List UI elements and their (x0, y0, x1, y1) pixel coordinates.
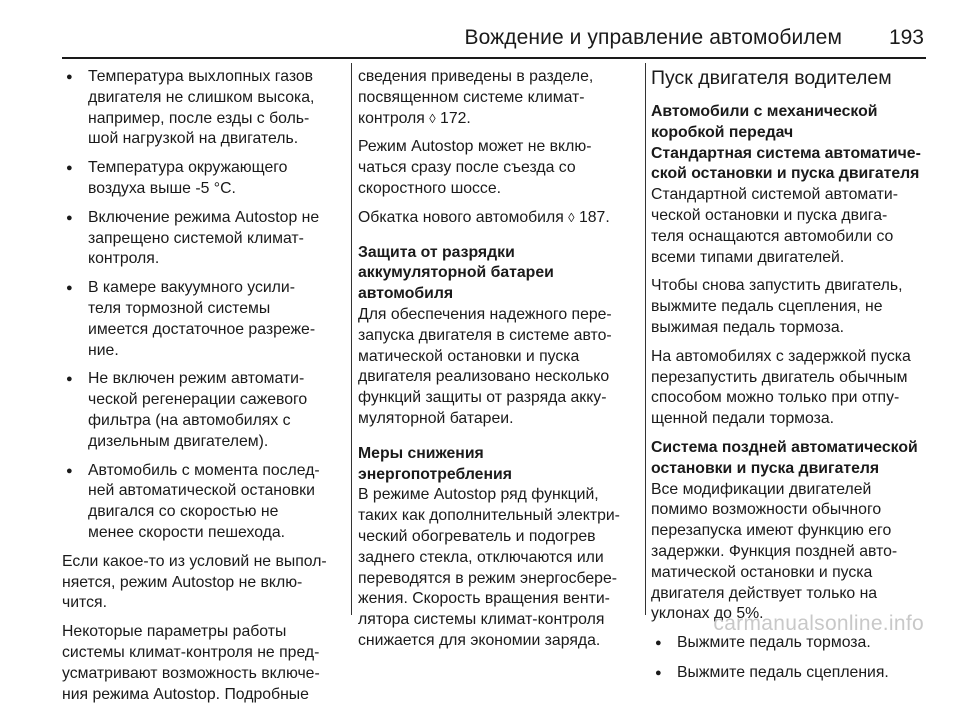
paragraph-text: сведения приведены в разделе, посвященном системе климат- контроля (358, 68, 594, 127)
subheading: Стандартная система автоматиче- ской остановки и пуска двигателя (651, 144, 921, 183)
subheading: Защита от разрядки аккумуляторной батареи автомобиля (358, 243, 554, 303)
paragraph: Некоторые параметры работы системы климат-контроля не пред- усматривают возможность включе- ния режима Autostop. Подробные (62, 623, 320, 703)
list-item: ● Включение режима Autostop не запрещено системой климат- контроля. (62, 208, 348, 270)
list-item: ● Температура окружающего воздуха выше -5 °C. (62, 158, 348, 200)
page-header (0, 0, 960, 62)
chapter-title: Вождение и управление автомобилем (464, 26, 842, 49)
paragraph-text: Обкатка нового автомобиля (358, 208, 569, 226)
list-item: ● Автомобиль с момента послед- ней автоматической остановки двигался со скоростью не менее скорости пешехода. (62, 461, 348, 544)
column-3 (651, 67, 937, 693)
paragraph: Чтобы снова запустить двигатель, выжмите педаль сцепления, не выжимая педаль тормоза. (651, 277, 903, 336)
column-divider-1 (351, 63, 352, 615)
page-number: 193 (888, 26, 924, 49)
header-divider (62, 57, 926, 59)
cross-reference-link[interactable]: 172. (435, 109, 471, 127)
column-1 (62, 67, 348, 712)
conditions-list (62, 67, 348, 544)
steps-list (651, 633, 937, 684)
paragraph: На автомобилях с задержкой пуска перезапустить двигатель обычным способом можно только при отпу- щенной педали тормоза. (651, 347, 911, 428)
subheading: Система поздней автоматической остановки и пуска двигателя (651, 438, 918, 477)
list-item: ● Выжмите педаль сцепления. (651, 663, 937, 684)
column-2 (358, 67, 642, 659)
cross-reference-icon: ◊ (568, 209, 575, 225)
paragraph: Все модификации двигателей помимо возможности обычного перезапуска имеют функцию его задержки. Функция поздней авто- матической остановки и пуска двигателя действует только на уклонах до 5%. (651, 480, 898, 623)
paragraph: Режим Autostop может не вклю- чаться сразу после съезда со скоростного шоссе. (358, 138, 592, 197)
paragraph: Стандартной системой автомати- ческой остановки и пуска двига- теля оснащаются автомобили со всеми типами двигателей. (651, 186, 898, 266)
paragraph: В режиме Autostop ряд функций, таких как дополнительный электри- ческий обогреватель и подогрев заднего стекла, отключаются или переводятся в режим энергосбере- жения. Скорость вращения венти- лятора системы климат-контроля снижается для экономии заряда. (358, 486, 620, 649)
paragraph: Если какое-то из условий не выпол- няется, режим Autostop не вклю- чится. (62, 552, 327, 612)
cross-reference-link[interactable]: 187. (574, 208, 610, 226)
paragraph: Для обеспечения надежного пере- запуска двигателя в системе авто- матической остановки и пуска двигателя реализовано несколько функций защиты от разряда акку- муляторной батареи. (358, 305, 612, 427)
list-item: ● Не включен режим автомати- ческой регенерации сажевого фильтра (на автомобилях с дизельным двигателем). (62, 369, 348, 452)
list-item: ● Выжмите педаль тормоза. (651, 633, 937, 654)
list-item: ● В камере вакуумного усили- теля тормозной системы имеется достаточное разреже- ние. (62, 278, 348, 361)
column-divider-2 (645, 63, 646, 615)
paragraph (358, 67, 642, 129)
section-heading: Пуск двигателя водителем (651, 67, 892, 89)
cross-reference-icon: ◊ (429, 110, 436, 126)
paragraph (358, 208, 642, 229)
list-item: ● Температура выхлопных газов двигателя не слишком высока, например, после езды с боль- шой нагрузкой на двигатель. (62, 67, 348, 150)
subheading: Автомобили с механической коробкой передач (651, 103, 878, 141)
watermark: carmanualsonline.info (713, 612, 924, 635)
subheading: Меры снижения энергопотребления (358, 444, 512, 483)
